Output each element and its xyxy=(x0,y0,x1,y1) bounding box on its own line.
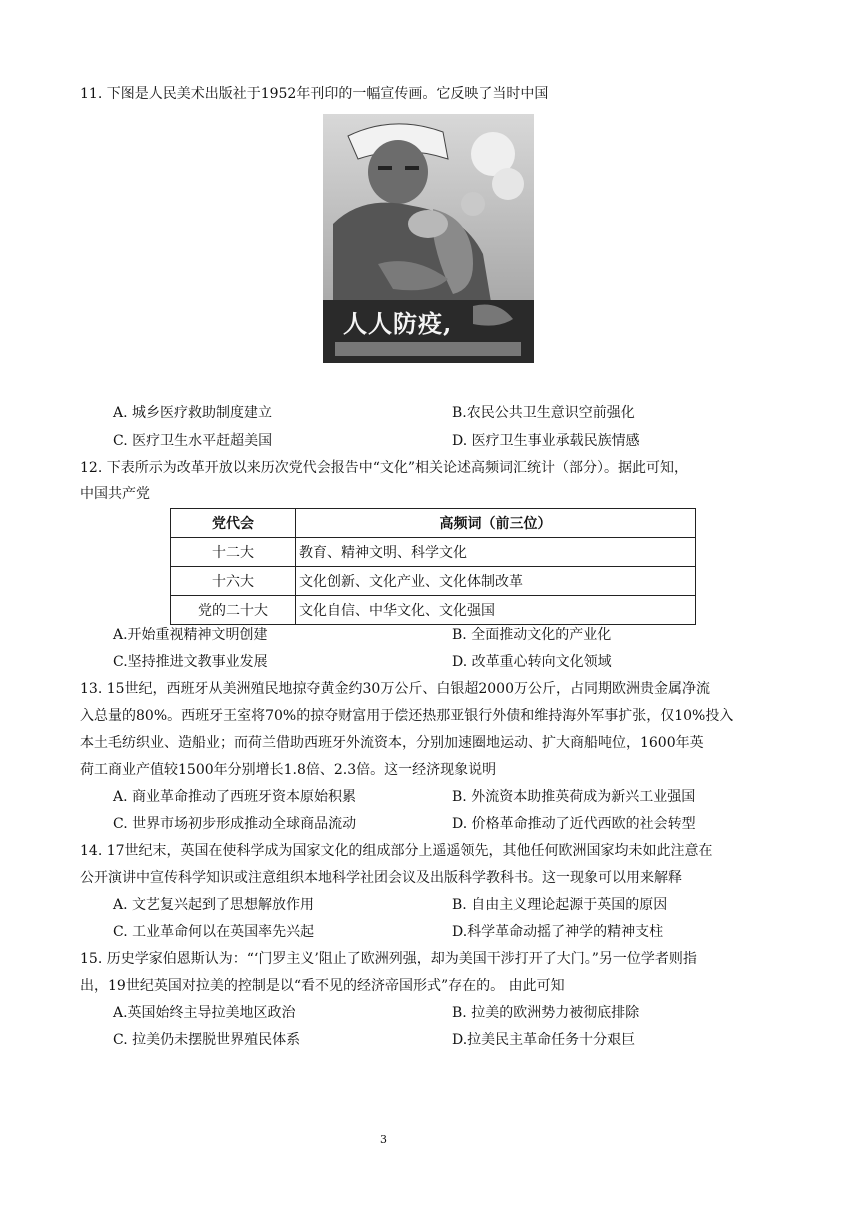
q11-option-c: C. 医疗卫生水平赶超美国 xyxy=(113,433,273,449)
propaganda-poster-image xyxy=(323,114,534,363)
q12-option-b: B. 全面推动文化的产业化 xyxy=(452,627,612,643)
table-header: 高频词（前三位） xyxy=(296,509,696,538)
table-cell: 文化创新、文化产业、文化体制改革 xyxy=(296,567,696,596)
q14-option-a: A. 文艺复兴起到了思想解放作用 xyxy=(113,897,315,913)
table-row xyxy=(171,567,696,596)
table-row xyxy=(171,538,696,567)
q15-stem-line: 出，19世纪英国对拉美的控制是以“看不见的经济帝国形式”存在的。 由此可知 xyxy=(80,978,565,994)
high-frequency-words-table xyxy=(170,508,696,625)
q11-option-a: A. 城乡医疗救助制度建立 xyxy=(113,405,273,421)
table-cell: 十六大 xyxy=(171,567,296,596)
q14-option-d: D.科学革命动摇了神学的精神支柱 xyxy=(452,924,664,940)
q15-stem-line: 15. 历史学家伯恩斯认为：“‘门罗主义’阻止了欧洲列强，却为美国干涉打开了大门。”另一位学者则指 xyxy=(80,951,697,967)
q12-option-a: A.开始重视精神文明创建 xyxy=(113,627,268,643)
q11-option-b: B.农民公共卫生意识空前强化 xyxy=(452,405,635,421)
q13-stem-line: 13. 15世纪，西班牙从美洲殖民地掠夺黄金约30万公斤、白银超2000万公斤，占同期欧洲贵金属净流 xyxy=(80,681,710,697)
table-cell: 教育、精神文明、科学文化 xyxy=(296,538,696,567)
q12-stem-line1: 12. 下表所示为改革开放以来历次党代会报告中“文化”相关论述高频词汇统计（部分）。据此可知， xyxy=(80,460,689,476)
table-header-row xyxy=(171,509,696,538)
q13-option-d: D. 价格革命推动了近代西欧的社会转型 xyxy=(452,816,696,832)
q12-option-d: D. 改革重心转向文化领域 xyxy=(452,654,612,670)
page-number: 3 xyxy=(380,1133,387,1146)
q14-option-c: C. 工业革命何以在英国率先兴起 xyxy=(113,924,315,940)
table-cell: 文化自信、中华文化、文化强国 xyxy=(296,596,696,625)
q14-stem-line: 14. 17世纪末，英国在使科学成为国家文化的组成部分上遥遥领先，其他任何欧洲国家均未如此注意在 xyxy=(80,843,713,859)
table-cell: 党的二十大 xyxy=(171,596,296,625)
q11-option-d: D. 医疗卫生事业承载民族情感 xyxy=(452,433,640,449)
q13-option-b: B. 外流资本助推英荷成为新兴工业强国 xyxy=(452,789,696,805)
q13-option-a: A. 商业革命推动了西班牙资本原始积累 xyxy=(113,789,357,805)
q14-stem-line: 公开演讲中宣传科学知识或注意组织本地科学社团会议及出版科学教科书。这一现象可以用来解释 xyxy=(80,870,682,886)
q11-stem: 11. 下图是人民美术出版社于1952年刊印的一幅宣传画。它反映了当时中国 xyxy=(80,86,549,102)
q13-stem-line: 荷工商业产值较1500年分别增长1.8倍、2.3倍。这一经济现象说明 xyxy=(80,762,497,778)
table-cell: 十二大 xyxy=(171,538,296,567)
poster-caption: 人人防疫, xyxy=(343,309,453,338)
q15-option-a: A.英国始终主导拉美地区政治 xyxy=(113,1005,296,1021)
q15-option-c: C. 拉美仍未摆脱世界殖民体系 xyxy=(113,1032,301,1048)
table-row xyxy=(171,596,696,625)
q14-option-b: B. 自由主义理论起源于英国的原因 xyxy=(452,897,668,913)
q13-stem-line: 本土毛纺织业、造船业；而荷兰借助西班牙外流资本，分别加速圈地运动、扩大商船吨位，1600年英 xyxy=(80,735,704,751)
q15-option-b: B. 拉美的欧洲势力被彻底排除 xyxy=(452,1005,640,1021)
q13-option-c: C. 世界市场初步形成推动全球商品流动 xyxy=(113,816,357,832)
q15-option-d: D.拉美民主革命任务十分艰巨 xyxy=(452,1032,636,1048)
table-header: 党代会 xyxy=(171,509,296,538)
q12-option-c: C.坚持推进文教事业发展 xyxy=(113,654,268,670)
q13-stem-line: 入总量的80%。西班牙王室将70%的掠夺财富用于偿还热那亚银行外债和维持海外军事扩张，仅10%投入 xyxy=(80,708,734,724)
q12-stem-line2: 中国共产党 xyxy=(80,486,150,502)
